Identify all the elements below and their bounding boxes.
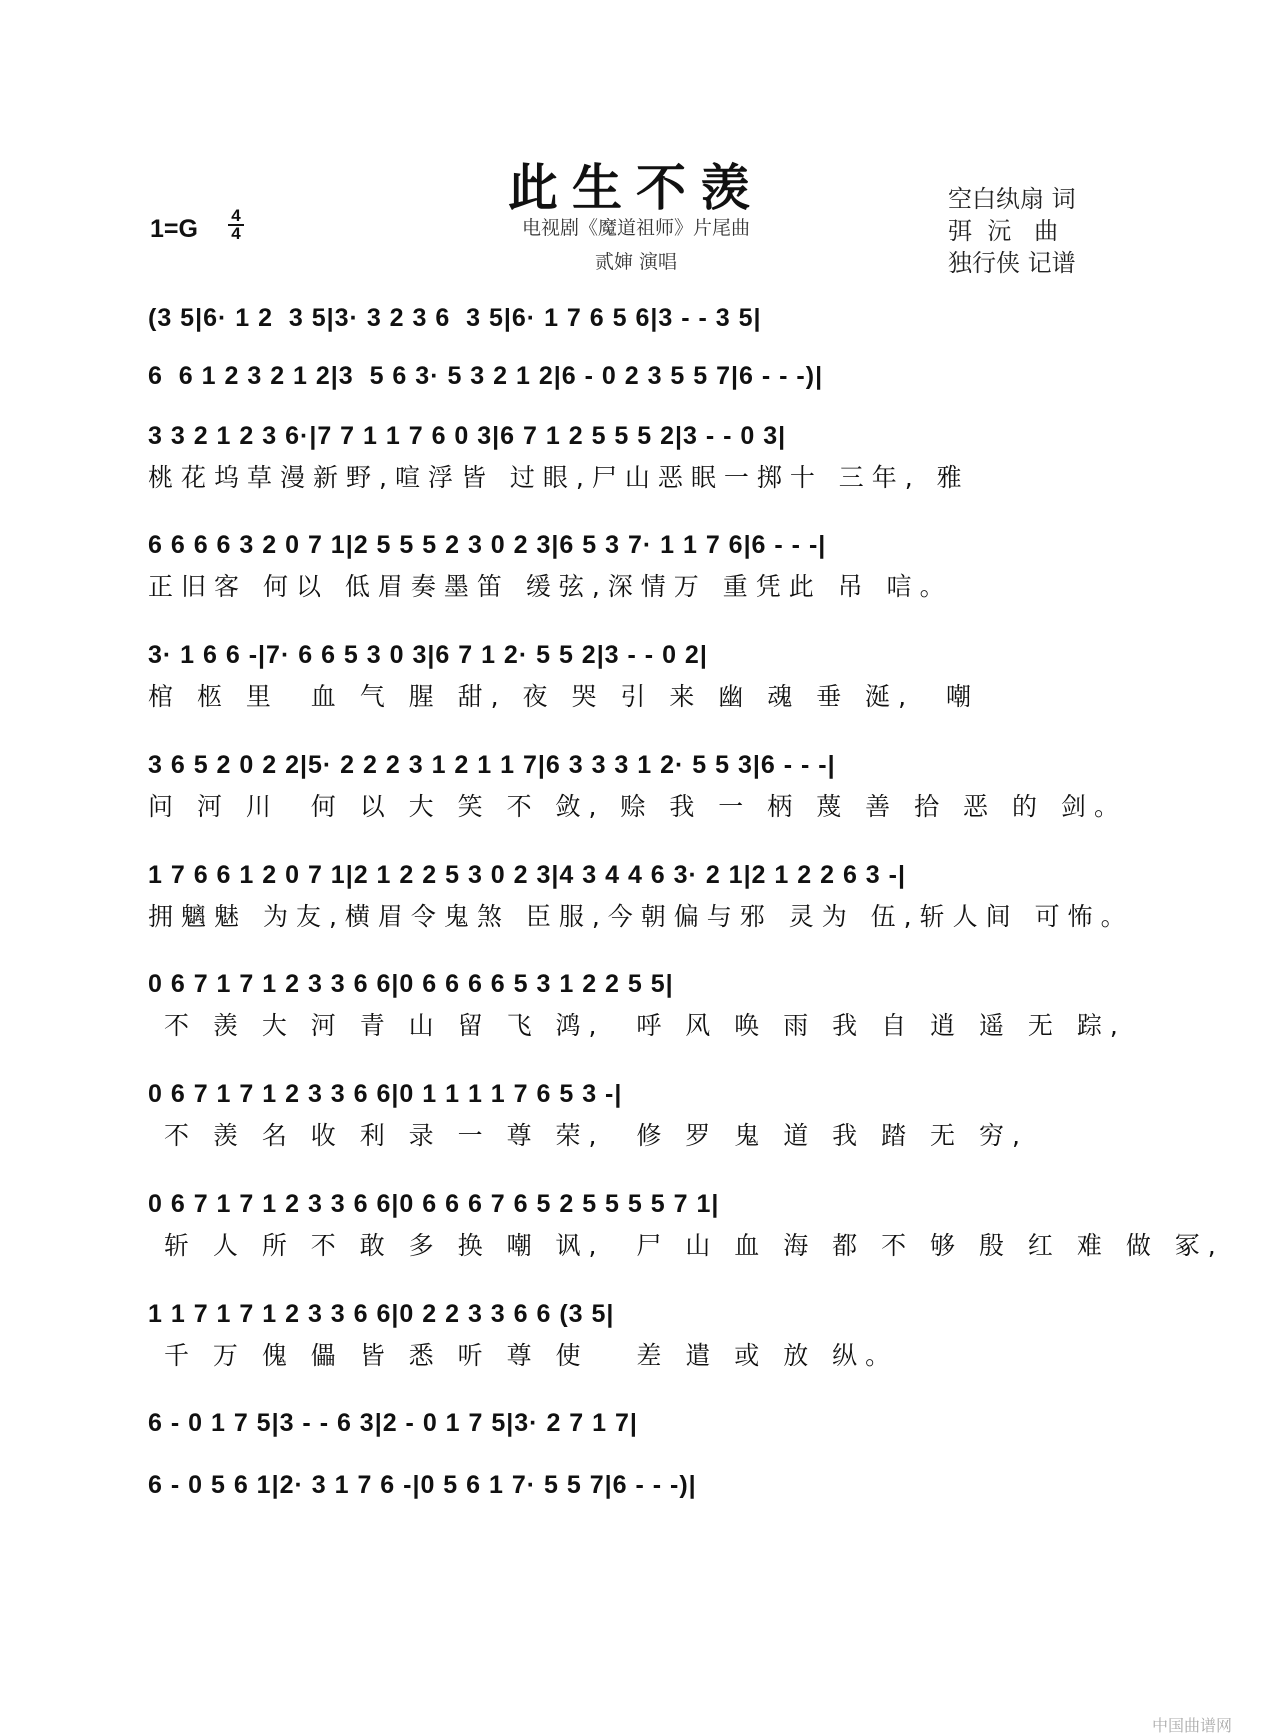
lyrics-line: 拥魑魅 为友,横眉令鬼煞 臣服,今朝偏与邪 灵为 伍,斩人间 可怖。 [148,902,1134,931]
lyrics-line: 桃花坞草漫新野,喧浮皆 过眼,尸山恶眠一掷十 三年, 雅 [148,463,970,492]
credits [948,183,1076,279]
notation-line: 3 6 5 2 0 2 2|5· 2 2 2 3 1 2 1 1 7|6 3 3 3 1 2· 5 5 3|6 - - -| [148,751,836,779]
composer-credit: 弭 沅 曲 [948,217,1059,245]
score-row [148,1405,1114,1441]
notation-line: (3 5|6· 1 2 3 5|3· 3 2 3 6 3 5|6· 1 7 6 5 6|3 - - 3 5| [148,304,762,332]
time-signature [228,208,244,242]
transcriber-credit: 独行侠 记谱 [948,249,1076,277]
lyrics-line: 不 羡 名 收 利 录 一 尊 荣, 修 罗 鬼 道 我 踏 无 穷, [148,1121,1028,1150]
notation-line: 3 3 2 1 2 3 6·|7 7 1 1 7 6 0 3|6 7 1 2 5 5 5 2|3 - - 0 3| [148,422,787,450]
notation-line: 0 6 7 1 7 1 2 3 3 6 6|0 6 6 6 6 5 3 1 2 2 5 5| [148,970,674,998]
score-row [148,857,1134,935]
key-signature: 1=G [150,215,198,243]
notation-line: 6 6 6 6 3 2 0 7 1|2 5 5 5 2 3 0 2 3|6 5 3 7· 1 1 7 6|6 - - -| [148,531,827,559]
singer-credit: 贰婶 演唱 [594,251,678,273]
score-row [148,1186,1224,1264]
lyrics-line: 正旧客 何以 低眉奏墨笛 缓弦,深情万 重凭此 吊 唁。 [148,572,953,601]
score-row [148,747,1127,825]
score-row [148,418,1114,496]
notation-line: 0 6 7 1 7 1 2 3 3 6 6|0 6 6 6 7 6 5 2 5 5 5 5 7 1| [148,1190,720,1218]
notation-line: 6 - 0 1 7 5|3 - - 6 3|2 - 0 1 7 5|3· 2 7 1 7| [148,1409,638,1437]
score-row [148,966,1126,1044]
song-title: 此生不羡 [508,158,764,217]
score-row [148,300,1114,336]
score-row [148,1296,1114,1374]
notation-line: 3· 1 6 6 -|7· 6 6 5 3 0 3|6 7 1 2· 5 5 2|3 - - 0 2| [148,641,708,669]
watermark: 中国曲谱网 [1151,1716,1232,1735]
notation-line: 6 6 1 2 3 2 1 2|3 5 6 3· 5 3 2 1 2|6 - 0 2 3 5 5 7|6 - - -)| [148,362,824,390]
lyrics-line: 问 河 川 何 以 大 笑 不 敛, 赊 我 一 柄 蔑 善 拾 恶 的 剑。 [148,792,1127,821]
lyrics-line: 棺 柩 里 血 气 腥 甜, 夜 哭 引 来 幽 魂 垂 涎, 嘲 [148,682,979,711]
song-subtitle: 电视剧《魔道祖师》片尾曲 [521,217,750,239]
notation-line: 0 6 7 1 7 1 2 3 3 6 6|0 1 1 1 1 7 6 5 3 -| [148,1080,623,1108]
notation-line: 1 7 6 6 1 2 0 7 1|2 1 2 2 5 3 0 2 3|4 3 4 4 6 3· 2 1|2 1 2 2 6 3 -| [148,861,906,889]
score-row [148,1076,1114,1154]
time-signature-top: 4 [231,206,241,225]
score-row [148,637,1114,715]
score-row [148,527,1114,605]
notation-line: 6 - 0 5 6 1|2· 3 1 7 6 -|0 5 6 1 7· 5 5 7|6 - - -)| [148,1471,697,1499]
score-row [148,358,1114,394]
lyrics-line: 不 羡 大 河 青 山 留 飞 鸿, 呼 风 唤 雨 我 自 逍 遥 无 踪, [148,1011,1126,1040]
score-row [148,1467,1114,1503]
time-signature-bottom: 4 [231,224,241,243]
notation-line: 1 1 7 1 7 1 2 3 3 6 6|0 2 2 3 3 6 6 (3 5| [148,1300,615,1328]
lyricist-credit: 空白纨扇 词 [948,185,1076,213]
lyrics-line: 千 万 傀 儡 皆 悉 听 尊 使 差 遣 或 放 纵。 [148,1341,899,1370]
lyrics-line: 斩 人 所 不 敢 多 换 嘲 讽, 尸 山 血 海 都 不 够 殷 红 难 做 冢, [148,1231,1224,1260]
